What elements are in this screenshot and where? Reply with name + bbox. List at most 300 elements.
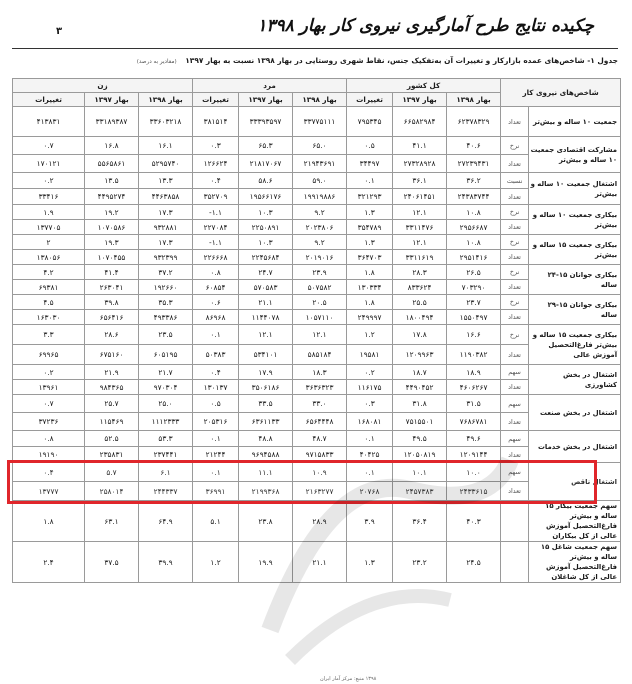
value-cell: ۱۰۷۰۵۸۶: [85, 220, 139, 235]
table-row: [13, 542, 621, 583]
indicator-label: اشتغال در بخش خدمات: [529, 431, 621, 463]
table-row: [13, 235, 621, 250]
value-cell: ۹۳۲۸۸۱: [139, 220, 193, 235]
table-row: [13, 295, 621, 310]
value-cell: ۲۲۴۵۶۸۴: [239, 250, 293, 265]
value-cell: ۵۳۴۱۰۱: [239, 345, 293, 365]
value-cell: ۴۴۶۳۸۵۸: [139, 189, 193, 205]
group-header-female: زن: [13, 79, 193, 93]
page-number: ۳: [56, 26, 63, 37]
indicator-label: بیکاری جمعیت ۱۰ ساله و بیش‌تر: [529, 205, 621, 235]
value-cell: ۲۵.۵: [393, 295, 447, 310]
unit-label: نسبت: [501, 173, 529, 189]
value-cell: ۲۹۵۶۶۸۷: [447, 220, 501, 235]
value-cell: ۱۱۱۲۳۳۳: [139, 413, 193, 431]
value-cell: ۱۰.۰: [447, 463, 501, 482]
value-cell: ۳۵.۳: [139, 295, 193, 310]
value-cell: ۱۷.۳: [139, 235, 193, 250]
value-cell: ۰.۴: [193, 173, 239, 189]
value-cell: ۳۳۱۱۴۷۶: [393, 220, 447, 235]
value-cell: ۴۱۳۸۳۱: [13, 107, 85, 137]
value-cell: ۱.۸: [347, 295, 393, 310]
value-cell: ۱۲۶۶۲۴: [193, 155, 239, 173]
value-cell: ۱۳۰۱۳۷: [193, 380, 239, 395]
value-cell: ۹۷۰۳۰۴: [139, 380, 193, 395]
value-cell: ۲۴۹۹۹۷: [347, 310, 393, 325]
value-cell: ۱۰۵۷۱۱۰: [293, 310, 347, 325]
footer-note: ۱۳۹۸ منبع: مرکز آمار ایران: [320, 676, 377, 682]
indicator-label: سهم جمعیت بیکار ۱۵ ساله و بیش‌تر فارغ‌التحصیل آموزش عالی از کل بیکاران: [529, 501, 621, 542]
value-cell: ۲۴۴۳۳۷: [139, 482, 193, 501]
value-cell: ۳۵۴۷۸۹: [347, 220, 393, 235]
value-cell: ۲۱۹۹۳۶۸: [239, 482, 293, 501]
value-cell: ۰.۳: [193, 137, 239, 155]
value-cell: ۹۶۹۴۵۸۸: [239, 447, 293, 463]
value-cell: ۳۳.۵: [239, 395, 293, 413]
value-cell: ۱۱۴۴۰۷۸: [239, 310, 293, 325]
value-cell: ۳۶۹۹۱: [193, 482, 239, 501]
value-cell: ۱.۳: [347, 235, 393, 250]
unit-label: تعداد: [501, 380, 529, 395]
value-cell: ۱۹۵۶۶۱۷۶: [239, 189, 293, 205]
value-cell: ۲۳.۸: [239, 501, 293, 542]
value-cell: ۰.۲: [13, 173, 85, 189]
value-cell: ۱۱۹۰۳۸۲: [447, 345, 501, 365]
value-cell: ۱۹۱۹۰: [13, 447, 85, 463]
unit-label: تعداد: [501, 413, 529, 431]
value-cell: ۱۲.۱: [393, 205, 447, 220]
value-cell: ۵۰۳۸۳: [193, 345, 239, 365]
value-cell: ۶۹۳۸۱: [13, 280, 85, 295]
value-cell: ۱۷.۳: [139, 205, 193, 220]
indicator-label: اشتغال جمعیت ۱۰ ساله و بیش‌تر: [529, 173, 621, 205]
table-row: [13, 431, 621, 447]
value-cell: ۱۸.۳: [293, 365, 347, 380]
value-cell: ۲۱۶۳۲۷۷: [293, 482, 347, 501]
value-cell: ۱۶۸۰۸۱: [347, 413, 393, 431]
labor-indicators-table: [12, 78, 621, 583]
value-cell: ۸۶۹۶۸: [193, 310, 239, 325]
value-cell: ۱۸۰۰۴۹۴: [393, 310, 447, 325]
header-row-groups: [13, 79, 621, 93]
unit-label: تعداد: [501, 280, 529, 295]
table-row: [13, 137, 621, 155]
value-cell: ۰.۱: [347, 173, 393, 189]
value-cell: ۹۸۴۳۶۵: [85, 380, 139, 395]
value-cell: ۶۴.۹: [139, 501, 193, 542]
value-cell: ۱۶۳۰۳۰: [13, 310, 85, 325]
period-header: بهار ۱۳۹۷: [393, 93, 447, 107]
value-cell: ۲۳۵۸۳۱: [85, 447, 139, 463]
value-cell: ۳۳۱۸۹۳۸۷: [85, 107, 139, 137]
unit-label: نرخ: [501, 295, 529, 310]
value-cell: ۴۴۹۰۴۵۲: [393, 380, 447, 395]
value-cell: ۲۵.۰: [139, 395, 193, 413]
table-caption: [22, 56, 618, 65]
unit-label: تعداد: [501, 310, 529, 325]
indicator-label: بیکاری جوانان ۱۵-۲۹ ساله: [529, 295, 621, 325]
unit-label: تعداد: [501, 155, 529, 173]
value-cell: ۵.۱: [193, 501, 239, 542]
value-cell: ۴۹.۶: [447, 431, 501, 447]
value-cell: ۷۰۳۲۹۰: [447, 280, 501, 295]
value-cell: ۲۵۸۰۱۴: [85, 482, 139, 501]
table-row: [13, 205, 621, 220]
value-cell: ۱۶.۱: [139, 137, 193, 155]
value-cell: ۶۰۵۱۹۵: [139, 345, 193, 365]
value-cell: ۲۱۸۱۷۰۶۷: [239, 155, 293, 173]
value-cell: ۲۰۵۳۱۶: [193, 413, 239, 431]
value-cell: ۶۵.۰: [293, 137, 347, 155]
value-cell: ۰.۲: [13, 365, 85, 380]
value-cell: ۳۲۱۲۹۳: [347, 189, 393, 205]
value-cell: ۲۸.۶: [85, 325, 139, 345]
unit-label: نرخ: [501, 205, 529, 220]
value-cell: ۷۶۸۶۷۸۱: [447, 413, 501, 431]
value-cell: ۹۳۲۳۹۹: [139, 250, 193, 265]
value-cell: ۴۹۳۳۸۶: [139, 310, 193, 325]
value-cell: ۶۶۵۸۲۹۸۴: [393, 107, 447, 137]
caption-unit-note: (مقادیر به درصد): [136, 59, 177, 65]
value-cell: ۲: [13, 235, 85, 250]
indicator-label: بیکاری جوانان ۱۵-۲۴ ساله: [529, 265, 621, 295]
value-cell: ۴۰.۶: [447, 137, 501, 155]
value-cell: ۳۶.۴: [393, 501, 447, 542]
value-cell: ۲۴.۷: [239, 265, 293, 280]
value-cell: ۲۸.۳: [393, 265, 447, 280]
value-cell: ۲۲۷۰۸۴: [193, 220, 239, 235]
value-cell: ۹.۲: [293, 235, 347, 250]
value-cell: ۱۰.۳: [239, 205, 293, 220]
unit-label: تعداد: [501, 220, 529, 235]
value-cell: ۵۵۶۵۸۶۱: [85, 155, 139, 173]
value-cell: ۴۶۰۶۲۶۷: [447, 380, 501, 395]
unit-label: تعداد: [501, 345, 529, 365]
change-header: تغییرات: [347, 93, 393, 107]
value-cell: ۲۷۳۲۸۹۲۸: [393, 155, 447, 173]
indicator-label: بیکاری جمعیت ۱۵ ساله و بیش‌تر: [529, 235, 621, 265]
value-cell: ۱۹.۹: [239, 542, 293, 583]
value-cell: ۲۸.۹: [293, 501, 347, 542]
value-cell: ۴۱.۴: [85, 265, 139, 280]
value-cell: ۲۹۵۱۴۱۶: [447, 250, 501, 265]
period-header: بهار ۱۳۹۸: [293, 93, 347, 107]
unit-label: سهم: [501, 463, 529, 482]
value-cell: ۳۹.۸: [85, 295, 139, 310]
value-cell: ۳۸۱۵۱۴: [193, 107, 239, 137]
value-cell: ۹.۲: [293, 205, 347, 220]
unit-label: [501, 501, 529, 542]
value-cell: ۵۸۵۱۸۴: [293, 345, 347, 365]
value-cell: ۴۸.۷: [293, 431, 347, 447]
value-cell: ۱۵۵۰۴۹۷: [447, 310, 501, 325]
unit-label: نرخ: [501, 325, 529, 345]
value-cell: ۱۷۰۱۲۱: [13, 155, 85, 173]
value-cell: ۲۳.۷: [447, 295, 501, 310]
value-cell: ۱۸.۹: [447, 365, 501, 380]
value-cell: ۰.۱: [347, 431, 393, 447]
value-cell: ۱۰.۱: [393, 463, 447, 482]
value-cell: ۷۵۱۵۵۰۱: [393, 413, 447, 431]
value-cell: ۱۰.۸: [447, 205, 501, 220]
value-cell: ۶۷۵۱۶۰: [85, 345, 139, 365]
period-header: بهار ۱۳۹۸: [447, 93, 501, 107]
indicator-label: مشارکت اقتصادی جمعیت ۱۰ ساله و بیش‌تر: [529, 137, 621, 173]
value-cell: ۲۰.۵: [293, 295, 347, 310]
value-cell: ۶۳.۱: [85, 501, 139, 542]
table-row: [13, 107, 621, 137]
value-cell: ۱۹.۳: [85, 235, 139, 250]
value-cell: ۱۰.۹: [293, 463, 347, 482]
value-cell: ۴۱.۱: [393, 137, 447, 155]
value-cell: ۲۳.۹: [293, 265, 347, 280]
unit-label: [501, 542, 529, 583]
value-cell: ۳۱.۸: [393, 395, 447, 413]
group-header-total: کل کشور: [347, 79, 501, 93]
indicator-label: اشتغال ناقص: [529, 463, 621, 501]
indicator-header: شاخص‌های نیروی کار: [501, 79, 621, 107]
value-cell: ۳۵۲۷۰۹: [193, 189, 239, 205]
value-cell: ۷۹۵۳۴۵: [347, 107, 393, 137]
change-header: تغییرات: [193, 93, 239, 107]
value-cell: ۰.۸: [193, 265, 239, 280]
value-cell: ۹۷۱۵۸۳۳: [293, 447, 347, 463]
value-cell: ۲۱.۱: [293, 542, 347, 583]
value-cell: ۱۹۲۶۶۰: [139, 280, 193, 295]
value-cell: ۲۴۳۸۳۷۴۴: [447, 189, 501, 205]
value-cell: ۶۹۹۶۵: [13, 345, 85, 365]
value-cell: ۳۹.۹: [139, 542, 193, 583]
value-cell: ۱۲۰۵۰۸۱۹: [393, 447, 447, 463]
value-cell: ۲۴۳۳۶۱۵: [447, 482, 501, 501]
value-cell: ۰.۲: [347, 365, 393, 380]
value-cell: ۱۹۵۸۱: [347, 345, 393, 365]
value-cell: ۰.۴: [13, 463, 85, 482]
value-cell: ۱۱۶۱۷۵: [347, 380, 393, 395]
value-cell: ۱.۹: [13, 205, 85, 220]
value-cell: ۱۱.۱: [239, 463, 293, 482]
indicator-label: جمعیت ۱۰ ساله و بیش‌تر: [529, 107, 621, 137]
value-cell: ۰.۷: [13, 137, 85, 155]
value-cell: ۳۶۴۷۰۳: [347, 250, 393, 265]
header-rule: [12, 48, 618, 49]
value-cell: ۳۷.۵: [85, 542, 139, 583]
value-cell: ۱۷.۹: [239, 365, 293, 380]
value-cell: ۶.۱: [139, 463, 193, 482]
value-cell: ۱۲.۱: [239, 325, 293, 345]
value-cell: ۱۱۵۴۶۹: [85, 413, 139, 431]
page-header: [0, 0, 632, 50]
value-cell: ۱۲.۱: [293, 325, 347, 345]
value-cell: ۴۰۴۲۵: [347, 447, 393, 463]
value-cell: ۲۳۷۴۴۱: [139, 447, 193, 463]
value-cell: ۳۶.۱: [393, 173, 447, 189]
value-cell: ۱۳۰۳۳۴: [347, 280, 393, 295]
value-cell: ۳۳۴۱۶: [13, 189, 85, 205]
value-cell: ۳۶۳۶۳۲۳: [293, 380, 347, 395]
value-cell: ۱۳۸۰۵۶: [13, 250, 85, 265]
value-cell: ۵۸.۶: [239, 173, 293, 189]
value-cell: ۱۹.۲: [85, 205, 139, 220]
unit-label: نرخ: [501, 265, 529, 280]
value-cell: ۳۳۷۷۵۱۱۱: [293, 107, 347, 137]
value-cell: ۲۴۰۶۱۴۵۱: [393, 189, 447, 205]
value-cell: ۴۸.۸: [239, 431, 293, 447]
value-cell: ۳۶.۲: [447, 173, 501, 189]
value-cell: ۲۱.۹: [85, 365, 139, 380]
period-header: بهار ۱۳۹۷: [239, 93, 293, 107]
value-cell: ۲۲۵۰۸۹۱: [239, 220, 293, 235]
value-cell: ۳۴۴۹۷: [347, 155, 393, 173]
value-cell: ۱۲۰۹۱۴۴: [447, 447, 501, 463]
value-cell: ۲.۴: [13, 542, 85, 583]
indicator-label: اشتغال در بخش صنعت: [529, 395, 621, 431]
value-cell: ۳۳۶۰۳۲۱۸: [139, 107, 193, 137]
indicator-label: بیکاری جمعیت ۱۵ ساله و بیش‌تر فارغ‌التحصیل آموزش عالی: [529, 325, 621, 365]
value-cell: ۰.۱: [193, 463, 239, 482]
unit-label: تعداد: [501, 482, 529, 501]
value-cell: ۴۴۹۵۲۷۴: [85, 189, 139, 205]
value-cell: ۲۰۲۳۸۰۶: [293, 220, 347, 235]
value-cell: ۲۴.۵: [447, 542, 501, 583]
value-cell: ۰.۵: [347, 137, 393, 155]
value-cell: ۱.۸: [347, 265, 393, 280]
value-cell: ۱۶.۶: [447, 325, 501, 345]
indicator-label: اشتغال در بخش کشاورزی: [529, 365, 621, 395]
value-cell: ۶۰۸۵۴: [193, 280, 239, 295]
value-cell: ۵۲۹۵۷۴۰: [139, 155, 193, 173]
value-cell: ۰.۴: [193, 365, 239, 380]
value-cell: ۶۵.۳: [239, 137, 293, 155]
caption-text: جدول ۱- شاخص‌های عمده بازارکار و تغییرات آن به‌تفکیک جنس، نقاط شهری روستایی در بهار ۱۳۹۸ نسبت به بهار ۱۳۹۷: [185, 56, 618, 65]
unit-label: تعداد: [501, 250, 529, 265]
value-cell: ۱.۱-: [193, 205, 239, 220]
value-cell: ۲۱۲۴۴: [193, 447, 239, 463]
value-cell: ۲۰۱۹۰۱۶: [293, 250, 347, 265]
value-cell: ۱۳۷۷۰۵: [13, 220, 85, 235]
value-cell: ۱۳۷۷۷: [13, 482, 85, 501]
value-cell: ۱۳.۳: [139, 173, 193, 189]
value-cell: ۱۸.۷: [393, 365, 447, 380]
value-cell: ۳.۹: [347, 501, 393, 542]
value-cell: ۶۵۶۴۱۶: [85, 310, 139, 325]
value-cell: ۱.۳: [347, 542, 393, 583]
value-cell: ۰.۱: [347, 463, 393, 482]
value-cell: ۰.۳: [347, 395, 393, 413]
value-cell: ۲۴۵۷۳۸۳: [393, 482, 447, 501]
value-cell: ۱۹۹۱۹۸۸۶: [293, 189, 347, 205]
value-cell: ۲۱۹۴۳۶۹۱: [293, 155, 347, 173]
value-cell: ۵.۷: [85, 463, 139, 482]
table-row: [13, 501, 621, 542]
value-cell: ۴.۲: [13, 265, 85, 280]
value-cell: ۵۳.۳: [139, 431, 193, 447]
unit-label: سهم: [501, 365, 529, 380]
value-cell: ۱.۲: [193, 542, 239, 583]
unit-label: سهم: [501, 431, 529, 447]
value-cell: ۰.۶: [193, 295, 239, 310]
value-cell: ۵۹.۰: [293, 173, 347, 189]
value-cell: ۲۶۳۰۴۱: [85, 280, 139, 295]
value-cell: ۳۳.۰: [293, 395, 347, 413]
value-cell: ۰.۱: [193, 325, 239, 345]
table-row: [13, 265, 621, 280]
value-cell: ۱.۳: [347, 205, 393, 220]
value-cell: ۱۳.۵: [85, 173, 139, 189]
table-row: [13, 463, 621, 482]
value-cell: ۲۱.۷: [139, 365, 193, 380]
unit-label: سهم: [501, 395, 529, 413]
value-cell: ۱۷.۸: [393, 325, 447, 345]
value-cell: ۰.۸: [13, 431, 85, 447]
value-cell: ۲۰۷۶۸: [347, 482, 393, 501]
change-header: تغییرات: [13, 93, 85, 107]
value-cell: ۱۲.۱: [393, 235, 447, 250]
value-cell: ۶۲۳۷۸۳۲۹: [447, 107, 501, 137]
value-cell: ۲۵.۷: [85, 395, 139, 413]
value-cell: ۳۵۰۶۱۸۶: [239, 380, 293, 395]
value-cell: ۲۱.۱: [239, 295, 293, 310]
value-cell: ۲۳.۲: [393, 542, 447, 583]
value-cell: ۲۳.۵: [139, 325, 193, 345]
value-cell: ۴۰.۳: [447, 501, 501, 542]
value-cell: ۱.۲: [347, 325, 393, 345]
value-cell: ۲۶.۵: [447, 265, 501, 280]
value-cell: ۵۰۷۵۸۲: [293, 280, 347, 295]
table-row: [13, 365, 621, 380]
period-header: بهار ۱۳۹۸: [139, 93, 193, 107]
table-row: [13, 173, 621, 189]
value-cell: ۱.۸: [13, 501, 85, 542]
value-cell: ۴۹.۵: [393, 431, 447, 447]
unit-label: نرخ: [501, 235, 529, 250]
value-cell: ۳.۳: [13, 325, 85, 345]
table-row: [13, 325, 621, 345]
indicator-label: سهم جمعیت شاغل ۱۵ ساله و بیش‌تر فارغ‌التحصیل آموزش عالی از کل شاغلان: [529, 542, 621, 583]
period-header: بهار ۱۳۹۷: [85, 93, 139, 107]
value-cell: ۱۳۹۶۱: [13, 380, 85, 395]
unit-label: نرخ: [501, 137, 529, 155]
value-cell: ۳۱.۵: [447, 395, 501, 413]
unit-label: تعداد: [501, 107, 529, 137]
value-cell: ۱۰.۸: [447, 235, 501, 250]
value-cell: ۳۳۳۹۳۵۹۷: [239, 107, 293, 137]
value-cell: ۰.۵: [193, 395, 239, 413]
value-cell: ۱۶.۸: [85, 137, 139, 155]
value-cell: ۵۷۰۵۸۳: [239, 280, 293, 295]
value-cell: ۱۲۰۹۹۶۳: [393, 345, 447, 365]
value-cell: ۰.۷: [13, 395, 85, 413]
value-cell: ۶۳۶۱۱۳۳: [239, 413, 293, 431]
table-body: [13, 107, 621, 583]
table-row: [13, 395, 621, 413]
value-cell: ۱۰۷۰۴۵۵: [85, 250, 139, 265]
group-header-male: مرد: [193, 79, 347, 93]
value-cell: ۳۷۲۳۶: [13, 413, 85, 431]
value-cell: ۸۳۳۶۲۴: [393, 280, 447, 295]
unit-label: تعداد: [501, 189, 529, 205]
value-cell: ۱۰.۳: [239, 235, 293, 250]
value-cell: ۱.۱-: [193, 235, 239, 250]
value-cell: ۲۷۲۳۹۴۳۱: [447, 155, 501, 173]
value-cell: ۰.۱: [193, 431, 239, 447]
value-cell: ۶۵۶۴۴۴۸: [293, 413, 347, 431]
unit-label: تعداد: [501, 447, 529, 463]
value-cell: ۳۷.۲: [139, 265, 193, 280]
value-cell: ۲۲۶۶۶۸: [193, 250, 239, 265]
value-cell: ۴.۵: [13, 295, 85, 310]
page-title: چکیده نتایج طرح آمارگیری نیروی کار بهار ۱۳۹۸: [257, 16, 594, 36]
